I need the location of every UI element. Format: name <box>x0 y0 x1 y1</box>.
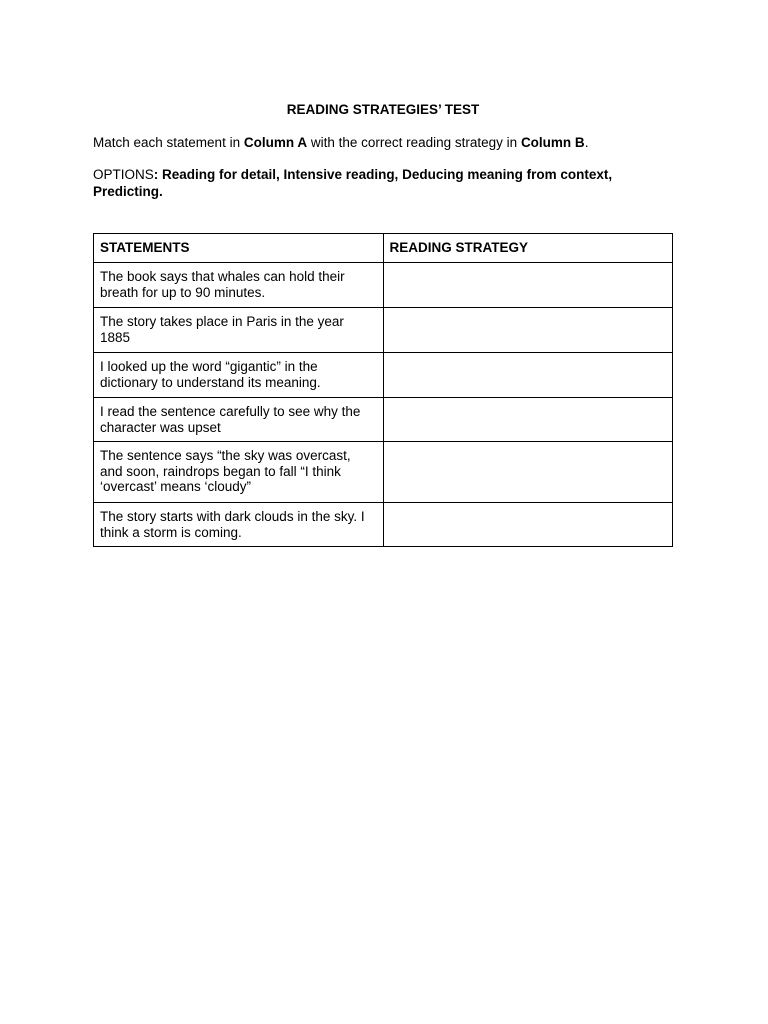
statement-cell: The story takes place in Paris in the year 1885 <box>94 308 384 353</box>
options-list: Reading for detail, Intensive reading, Deducing meaning from context, Predicting. <box>93 167 613 199</box>
instruction-suffix: . <box>584 135 589 150</box>
statement-cell: The sentence says “the sky was overcast, and soon, raindrops began to fall “I think ‘overcast’ means ‘cloudy” <box>94 442 384 503</box>
options-label: OPTIONS <box>93 167 154 182</box>
instruction-middle: with the correct reading strategy in <box>307 135 521 150</box>
header-reading-strategy: READING STRATEGY <box>383 234 673 263</box>
options-colon: : <box>153 167 159 182</box>
strategy-table <box>93 233 673 547</box>
strategy-answer-cell[interactable] <box>383 353 673 398</box>
statement-cell: The book says that whales can hold their breath for up to 90 minutes. <box>94 263 384 308</box>
page-title: READING STRATEGIES’ TEST <box>286 102 480 117</box>
strategy-answer-cell[interactable] <box>383 503 673 547</box>
table-row <box>94 353 673 398</box>
table-header-row <box>94 234 673 263</box>
column-b-label: Column B <box>520 135 585 150</box>
instruction-prefix: Match each statement in <box>93 135 244 150</box>
strategy-answer-cell[interactable] <box>383 442 673 503</box>
statement-cell: I read the sentence carefully to see why the character was upset <box>94 398 384 442</box>
statement-cell: I looked up the word “gigantic” in the dictionary to understand its meaning. <box>94 353 384 398</box>
column-a-label: Column A <box>243 135 308 150</box>
instruction-text <box>93 134 673 151</box>
table-row <box>94 308 673 353</box>
table-row <box>94 503 673 547</box>
table-row <box>94 442 673 503</box>
statement-cell: The story starts with dark clouds in the sky. I think a storm is coming. <box>94 503 384 547</box>
table-row <box>94 398 673 442</box>
table-row <box>94 263 673 308</box>
strategy-answer-cell[interactable] <box>383 398 673 442</box>
strategy-answer-cell[interactable] <box>383 263 673 308</box>
header-statements: STATEMENTS <box>94 234 384 263</box>
strategy-answer-cell[interactable] <box>383 308 673 353</box>
options-text <box>93 166 673 200</box>
